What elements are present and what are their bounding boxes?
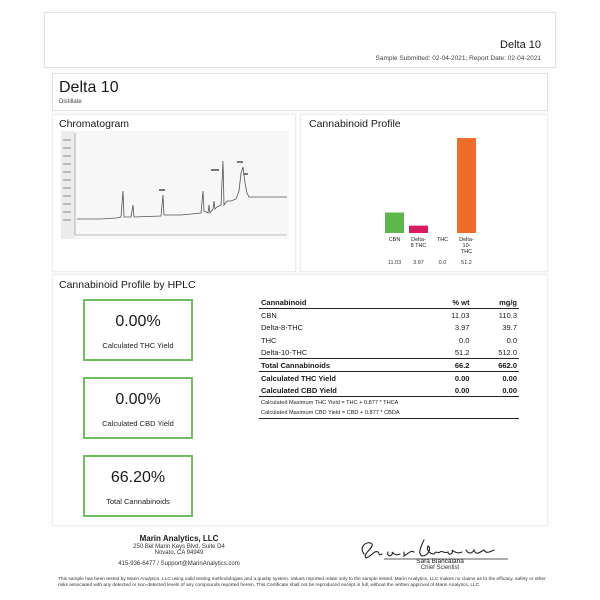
yield-pct: 0.00: [425, 384, 471, 397]
lab-info: [44, 534, 314, 567]
note-row: [259, 408, 519, 419]
formula-note: Calculated Maximum CBD Yield = CBD + 0.877 * CBDA: [259, 408, 519, 419]
total-name: Total Cannabinoids: [259, 359, 425, 372]
chromatogram-title: Chromatogram: [59, 118, 130, 130]
total-mg: 662.0: [471, 359, 519, 372]
product-form: Distillate: [59, 99, 82, 105]
yield-row: [259, 384, 519, 397]
yield-name: Calculated THC Yield: [261, 373, 337, 383]
row-mg: 39.7: [502, 322, 517, 332]
note-row: [259, 397, 519, 408]
thc-yield-box: [83, 299, 193, 361]
cbd-yield-label: Calculated CBD Yield: [102, 419, 174, 428]
report-footer: [44, 528, 556, 600]
total-cannabinoids-label: Total Cannabinoids: [106, 497, 170, 506]
row-name: CBN: [261, 310, 277, 320]
lab-address-line-1: 250 Bel Marin Keys Blvd, Suite D4: [133, 544, 225, 550]
lab-contact: 415-936-6477 / Support@MarinAnalytics.com: [118, 561, 240, 567]
table-row: [259, 346, 519, 359]
value-label: 11.03: [387, 260, 402, 266]
chromatogram-image: [61, 131, 289, 239]
row-name: Delta-10-THC: [261, 347, 308, 357]
column-header-pct-wt: % wt: [425, 296, 471, 309]
report-dates: Sample Submitted: 02-04-2021; Report Date: 02-04-2021: [375, 55, 541, 62]
table-row: [259, 321, 519, 334]
column-header-cannabinoid: Cannabinoid: [259, 296, 425, 309]
total-row: [259, 359, 519, 372]
thc-yield-label: Calculated THC Yield: [102, 341, 174, 350]
yield-pct: 0.00: [454, 373, 470, 383]
row-pct: 0.0: [459, 335, 470, 345]
profile-bar-chart: [301, 115, 549, 273]
sample-name: Delta 10: [500, 39, 541, 51]
total-cannabinoids-value: 66.20%: [110, 469, 166, 486]
yield-mg: 0.00: [471, 384, 519, 397]
cbd-yield-box: [83, 377, 193, 439]
table-row: [259, 334, 519, 347]
yield-mg: 0.00: [502, 373, 517, 383]
total-cannabinoids-box: [83, 455, 193, 517]
profile-chart-title: Cannabinoid Profile: [309, 118, 401, 130]
row-pct: 51.2: [454, 347, 470, 357]
column-header-mg-g: mg/g: [471, 296, 519, 309]
results-table: [259, 296, 519, 419]
bar-delta-10-thc: [457, 138, 476, 233]
row-name: Delta-8-THC: [261, 322, 304, 332]
category-label: CBN: [388, 237, 401, 243]
product-title-block: [52, 73, 548, 111]
table-header-row: [259, 296, 519, 309]
disclaimer-text: This sample has been tested by Marin Analytics, LLC using valid testing methodologies and a quality system. Values reported relate only to the sample tested. Marin Analytics, LLC makes no claims as to the efficacy, safety or other risks associated with any detected or non-detected levels of any compounds reported herein. This Certificate shall not be reproduced except in full, without the written approval of Marin Analytics, LLC.: [58, 577, 546, 588]
cbd-yield-value: 0.00%: [115, 391, 161, 408]
row-mg: 512.0: [498, 347, 517, 357]
category-label: Delta-: [459, 237, 474, 243]
row-pct: 3.97: [454, 322, 470, 332]
row-mg: 0.0: [506, 335, 517, 345]
yield-name: Calculated CBD Yield: [259, 384, 425, 397]
row-mg: 110.3: [498, 310, 517, 320]
thc-yield-value: 0.00%: [115, 313, 161, 330]
row-name: THC: [261, 335, 277, 345]
product-name: Delta 10: [59, 79, 119, 96]
signer-title: Chief Scientist: [420, 565, 460, 571]
lab-name: Marin Analytics, LLC: [139, 534, 219, 543]
category-label: 8 THC: [410, 243, 427, 249]
signer-name: Sara Biancalana: [416, 558, 464, 565]
report-header: [44, 12, 556, 68]
value-label: 3.97: [413, 260, 424, 266]
row-pct: 11.03: [451, 310, 470, 320]
category-label: THC: [460, 249, 473, 255]
yield-row: [259, 372, 519, 385]
hplc-title: Cannabinoid Profile by HPLC: [59, 279, 196, 291]
total-pct: 66.2: [425, 359, 471, 372]
bar-cbn: [385, 213, 404, 233]
cannabinoid-profile-panel: [300, 114, 548, 272]
category-label: 10-: [462, 243, 471, 249]
category-label: THC: [436, 237, 449, 243]
bar-delta-8-thc: [409, 226, 428, 233]
category-label: Delta-: [411, 237, 426, 243]
hplc-section: [52, 274, 548, 526]
chromatogram-panel: [52, 114, 296, 272]
value-label: 51.2: [461, 260, 472, 266]
table-row: [259, 309, 519, 322]
value-label: 0.0: [438, 260, 447, 266]
formula-note: Calculated Maximum THC Yield = THC + 0.877 * THCA: [261, 399, 399, 406]
lab-address-line-2: Novato, CA 94949: [154, 550, 204, 556]
